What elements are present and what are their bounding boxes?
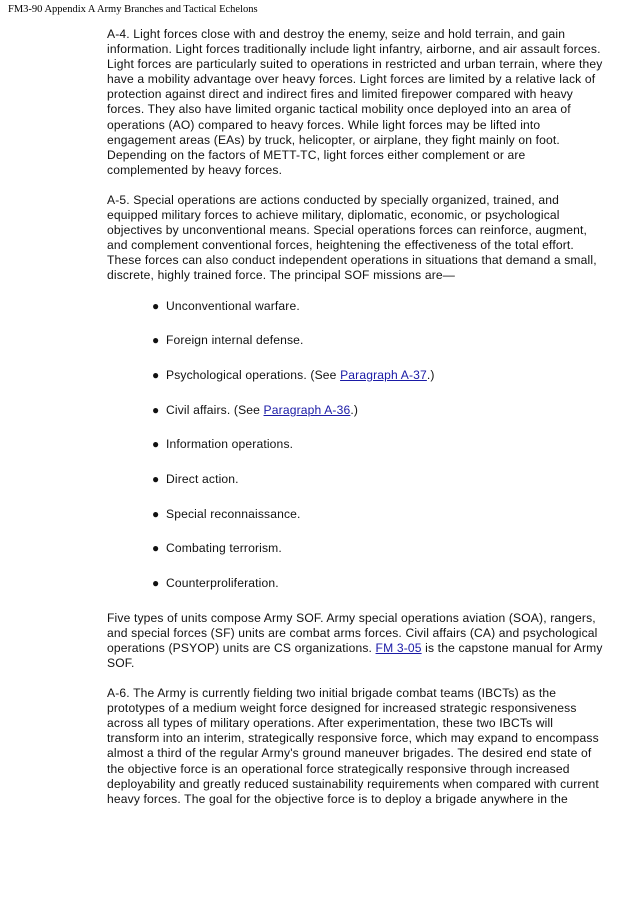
bullet-icon: ● bbox=[152, 367, 160, 382]
bullet-icon: ● bbox=[152, 298, 160, 313]
list-item: ● Psychological operations. (See Paragraph A-37.) bbox=[152, 367, 435, 382]
paragraph-sof-units: Five types of units compose Army SOF. Army special operations aviation (SOA), rangers, and special forces (SF) units are combat arms forces. Civil affairs (CA) and psychological operations (PSYOP) units are CS organizations. FM 3-05 is the capstone manual for Army SOF. bbox=[107, 610, 603, 670]
bullet-icon: ● bbox=[152, 402, 160, 417]
list-item: ● Direct action. bbox=[152, 471, 239, 486]
fm-3-05-link[interactable]: FM 3-05 bbox=[375, 640, 422, 655]
list-item: ● Combating terrorism. bbox=[152, 541, 282, 556]
list-item: ● Civil affairs. (See Paragraph A-36.) bbox=[152, 402, 359, 417]
bullet-icon: ● bbox=[152, 471, 160, 486]
paragraph-a4: A-4. Light forces close with and destroy the enemy, seize and hold terrain, and gain information. Light forces traditionally include light infantry, airborne, and air assault forces. Light forces are particularly suited to operations in restricted and urban terrain, where they have a mobility advantage over heavy forces. Light forces are limited by a relative lack of protection against direct and indirect fires and limited firepower compared with heavy forces. They also have limited organic tactical mobility once deployed into an area of operations (AO) compared to heavy forces. While light forces may be lifted into engagement areas (EAs) by truck, helicopter, or airplane, they fight mainly on foot. Depending on the factors of METT-TC, light forces either complement or are complemented by heavy forces. bbox=[107, 27, 603, 177]
bullet-icon: ● bbox=[152, 506, 160, 521]
list-item: ● Unconventional warfare. bbox=[152, 298, 300, 313]
list-item: ● Special reconnaissance. bbox=[152, 506, 301, 521]
sof-missions-list bbox=[107, 299, 607, 592]
list-item: ● Foreign internal defense. bbox=[152, 333, 304, 348]
bullet-icon: ● bbox=[152, 576, 160, 590]
paragraph-a5: A-5. Special operations are actions conducted by specially organized, trained, and equipped military forces to achieve military, diplomatic, economic, or psychological objectives by unconventional means. Special operations forces can reinforce, augment, and complement conventional forces, heightening the effectiveness of the total effort. These forces can also conduct independent operations in situations that demand a small, discrete, highly trained force. The principal SOF missions are— bbox=[107, 192, 597, 283]
list-item: ● Information operations. bbox=[152, 437, 294, 452]
document-body bbox=[107, 27, 607, 822]
bullet-icon: ● bbox=[152, 437, 160, 452]
paragraph-a37-link[interactable]: Paragraph A-37 bbox=[340, 367, 427, 382]
bullet-icon: ● bbox=[152, 333, 160, 348]
list-item: ● Counterproliferation. bbox=[152, 576, 279, 590]
page-header: FM3-90 Appendix A Army Branches and Tactical Echelons bbox=[8, 4, 258, 15]
paragraph-a6: A-6. The Army is currently fielding two initial brigade combat teams (IBCTs) as the prototypes of a medium weight force designed for increased strategic responsiveness across all types of military operations. After experimentation, these two IBCTs will transform into an interim, strategically responsive force, which may expand to encompass almost a third of the regular Army's ground maneuver brigades. The desired end state of the objective force is an operational force strategically responsive through increased deployability and greatly reduced sustainability requirements when compared with current heavy forces. The goal for the objective force is to deploy a brigade anywhere in the bbox=[107, 686, 599, 806]
paragraph-a36-link[interactable]: Paragraph A-36 bbox=[263, 402, 351, 417]
bullet-icon: ● bbox=[152, 541, 160, 556]
